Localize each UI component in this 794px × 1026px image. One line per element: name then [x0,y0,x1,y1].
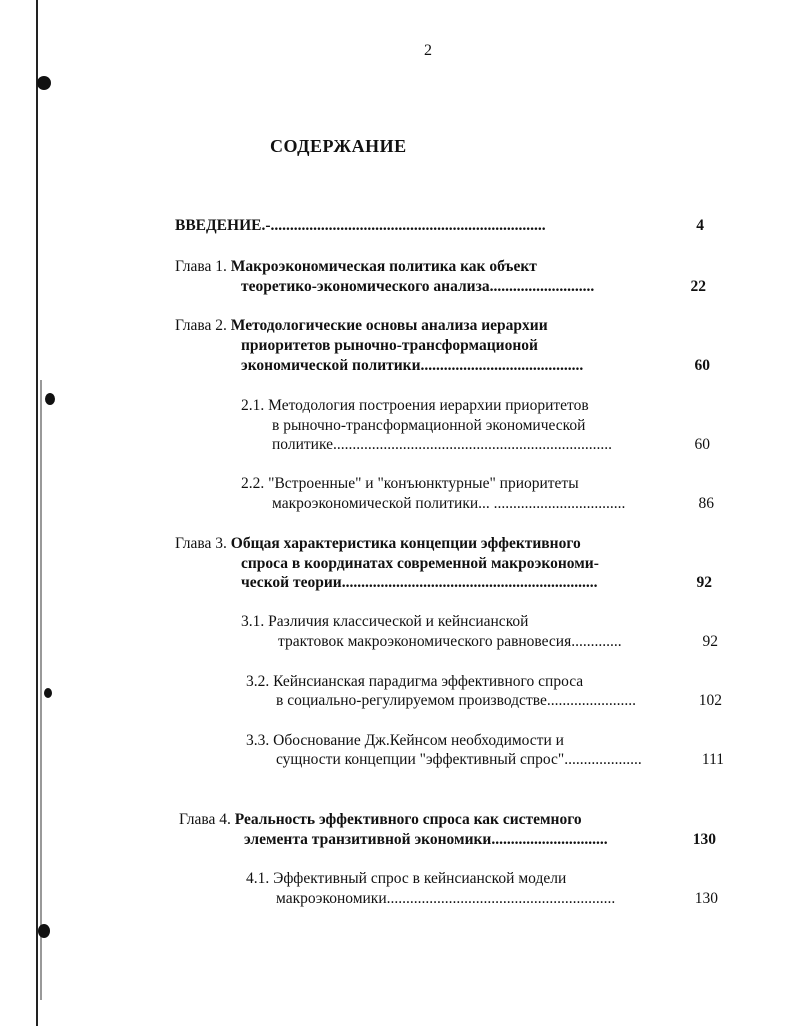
toc-leader-dots: .............................. [491,831,608,848]
binding-hole-mark [38,924,50,938]
toc-page-number: 102 [698,692,722,709]
toc-chapter-label: Глава 4. [179,811,231,828]
toc-leader-dots: .................................................................. [341,574,598,591]
toc-entry-title: 2.2. "Встроенные" и "конъюнктурные" приоритеты [241,475,579,492]
toc-chapter-label: Глава 1. [175,258,227,275]
page-number: 2 [424,42,432,59]
toc-page-number: 86 [698,495,714,512]
toc-page-number: 130 [692,831,716,848]
toc-entry-title-cont: макроэкономики [276,890,387,907]
toc-leader-dots: .................... [564,751,642,768]
toc-entry-title-cont: элемента транзитивной экономики [244,831,492,848]
binding-hole-mark [44,688,52,698]
toc-page-number: 130 [694,890,718,907]
page-title: СОДЕРЖАНИЕ [270,136,407,156]
toc-leader-dots: .................................. [493,495,626,512]
toc-leader-dots: ........................................................................ [332,436,612,453]
toc-entry-title-cont: ческой теории [241,574,342,591]
toc-page-number: 22 [690,278,706,295]
toc-entry-title: Макроэкономическая политика как объект [230,258,537,275]
toc-page-number: 92 [696,574,712,591]
scan-edge-line [36,0,38,1026]
toc-leader-dots: ....................... [546,692,636,709]
toc-entry-title-cont: в социально-регулируемом производстве [276,692,547,709]
toc-leader-dots: ........................................................... [386,890,616,907]
toc-entry-title: Методологические основы анализа иерархии [230,317,548,334]
toc-leader-dots: ....................................................................... [270,217,546,234]
toc-entry-title: 3.3. Обоснование Дж.Кейнсом необходимости и [246,732,564,749]
toc-page-number: 60 [694,436,710,453]
toc-entry-title-cont: в рыночно-трансформационной экономической [272,417,586,434]
toc-entry-title-cont: спроса в координатах современной макроэкономи- [241,555,599,572]
toc-entry-title-cont: приоритетов рыночно-трансформационой [241,337,538,354]
toc-page-number: 92 [702,633,718,650]
toc-leader-dots: ............. [571,633,622,650]
toc-page-number: 60 [694,357,710,374]
toc-chapter-label: Глава 2. [175,317,227,334]
toc-leader-dots: .......................................... [420,357,584,374]
toc-entry-title: 2.1. Методология построения иерархии приоритетов [241,397,589,414]
toc-entry-title: 3.1. Различия классической и кейнсианской [241,613,529,630]
toc-entry-title: Общая характеристика концепции эффективного [230,535,581,552]
toc-leader-dots: ........................... [489,278,595,295]
scan-edge-shadow [40,380,42,1000]
binding-hole-mark [45,393,55,405]
toc-entry-title: Реальность эффективного спроса как системного [234,811,582,828]
toc-entry-title-cont: сущности концепции "эффективный спрос" [276,751,565,768]
toc-page-number: 4 [696,217,704,234]
toc-entry-title-cont: макроэкономической политики... [272,495,490,512]
binding-hole-mark [37,76,51,90]
toc-entry-title: 4.1. Эффективный спрос в кейнсианской модели [246,870,567,887]
toc-entry-title-cont: трактовок макроэкономического равновесия [278,633,572,650]
toc-chapter-label: Глава 3. [175,535,227,552]
toc-entry-title-cont: теоретико-экономического анализа [241,278,490,295]
toc-entry-title: ВВЕДЕНИЕ.- [175,217,271,234]
toc-page-number: 111 [701,751,724,768]
toc-entry-title-cont: политике [272,436,333,453]
toc-entry-title: 3.2. Кейнсианская парадигма эффективного спроса [246,673,584,690]
toc-entry-title-cont: экономической политики [241,357,421,374]
